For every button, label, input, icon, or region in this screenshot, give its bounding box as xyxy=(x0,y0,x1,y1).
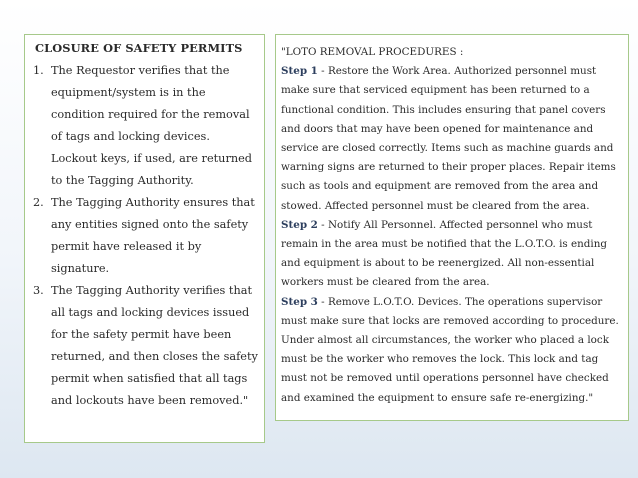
list-item-text: The Tagging Authority ensures that any entities signed onto the safety permit have released it by signature. xyxy=(51,196,255,275)
closure-permits-panel xyxy=(24,34,265,443)
step-text: - Restore the Work Area. Authorized personnel must make sure that serviced equipment has been returned to a functional condition. This includes ensuring that panel covers and doors that may have been opened for maintenance and service are closed correctly. Items such as machine guards and warning signs are returned to their proper places. Repair items such as tools and equipment are removed from the area and stowed. Affected personnel must be cleared from the area. xyxy=(281,65,616,212)
step-label: Step 3 xyxy=(281,295,318,308)
step-label: Step 1 xyxy=(281,65,318,78)
step-paragraph xyxy=(281,216,622,293)
list-item-number: 1. xyxy=(33,64,44,77)
loto-removal-panel xyxy=(275,34,629,421)
step-label: Step 2 xyxy=(281,218,318,231)
list-item-text: The Tagging Authority verifies that all tags and locking devices issued for the safety permit have been returned, and then closes the safety permit when satisfied that all tags and lockouts have been removed." xyxy=(51,284,258,407)
list-item-number: 3. xyxy=(33,284,44,297)
closure-title: CLOSURE OF SAFETY PERMITS xyxy=(35,41,243,55)
list-item-number: 2. xyxy=(33,196,44,209)
step-text: - Remove L.O.T.O. Devices. The operations supervisor must make sure that locks are removed according to procedure. Under almost all circumstances, the worker who placed a lock must be the worker who removes the lock. This lock and tag must not be removed until operations personnel have checked and examined the equipment to ensure safe re-energizing." xyxy=(281,295,619,404)
list-item xyxy=(33,280,258,412)
list-item xyxy=(33,60,258,192)
step-paragraph xyxy=(281,62,622,216)
closure-steps-list xyxy=(33,60,258,412)
list-item xyxy=(33,192,258,280)
step-text: - Notify All Personnel. Affected personnel who must remain in the area must be notified that the L.O.T.O. is ending and equipment is about to be reenergized. All non-essential workers must be cleared from the area. xyxy=(281,218,608,289)
step-paragraph xyxy=(281,293,622,408)
list-item-text: The Requestor verifies that the equipment/system is in the condition required for the removal of tags and locking devices. Lockout keys, if used, are returned to the Tagging Authority. xyxy=(51,64,253,187)
loto-heading: "LOTO REMOVAL PROCEDURES : xyxy=(281,46,464,58)
loto-procedure-text xyxy=(281,43,622,408)
